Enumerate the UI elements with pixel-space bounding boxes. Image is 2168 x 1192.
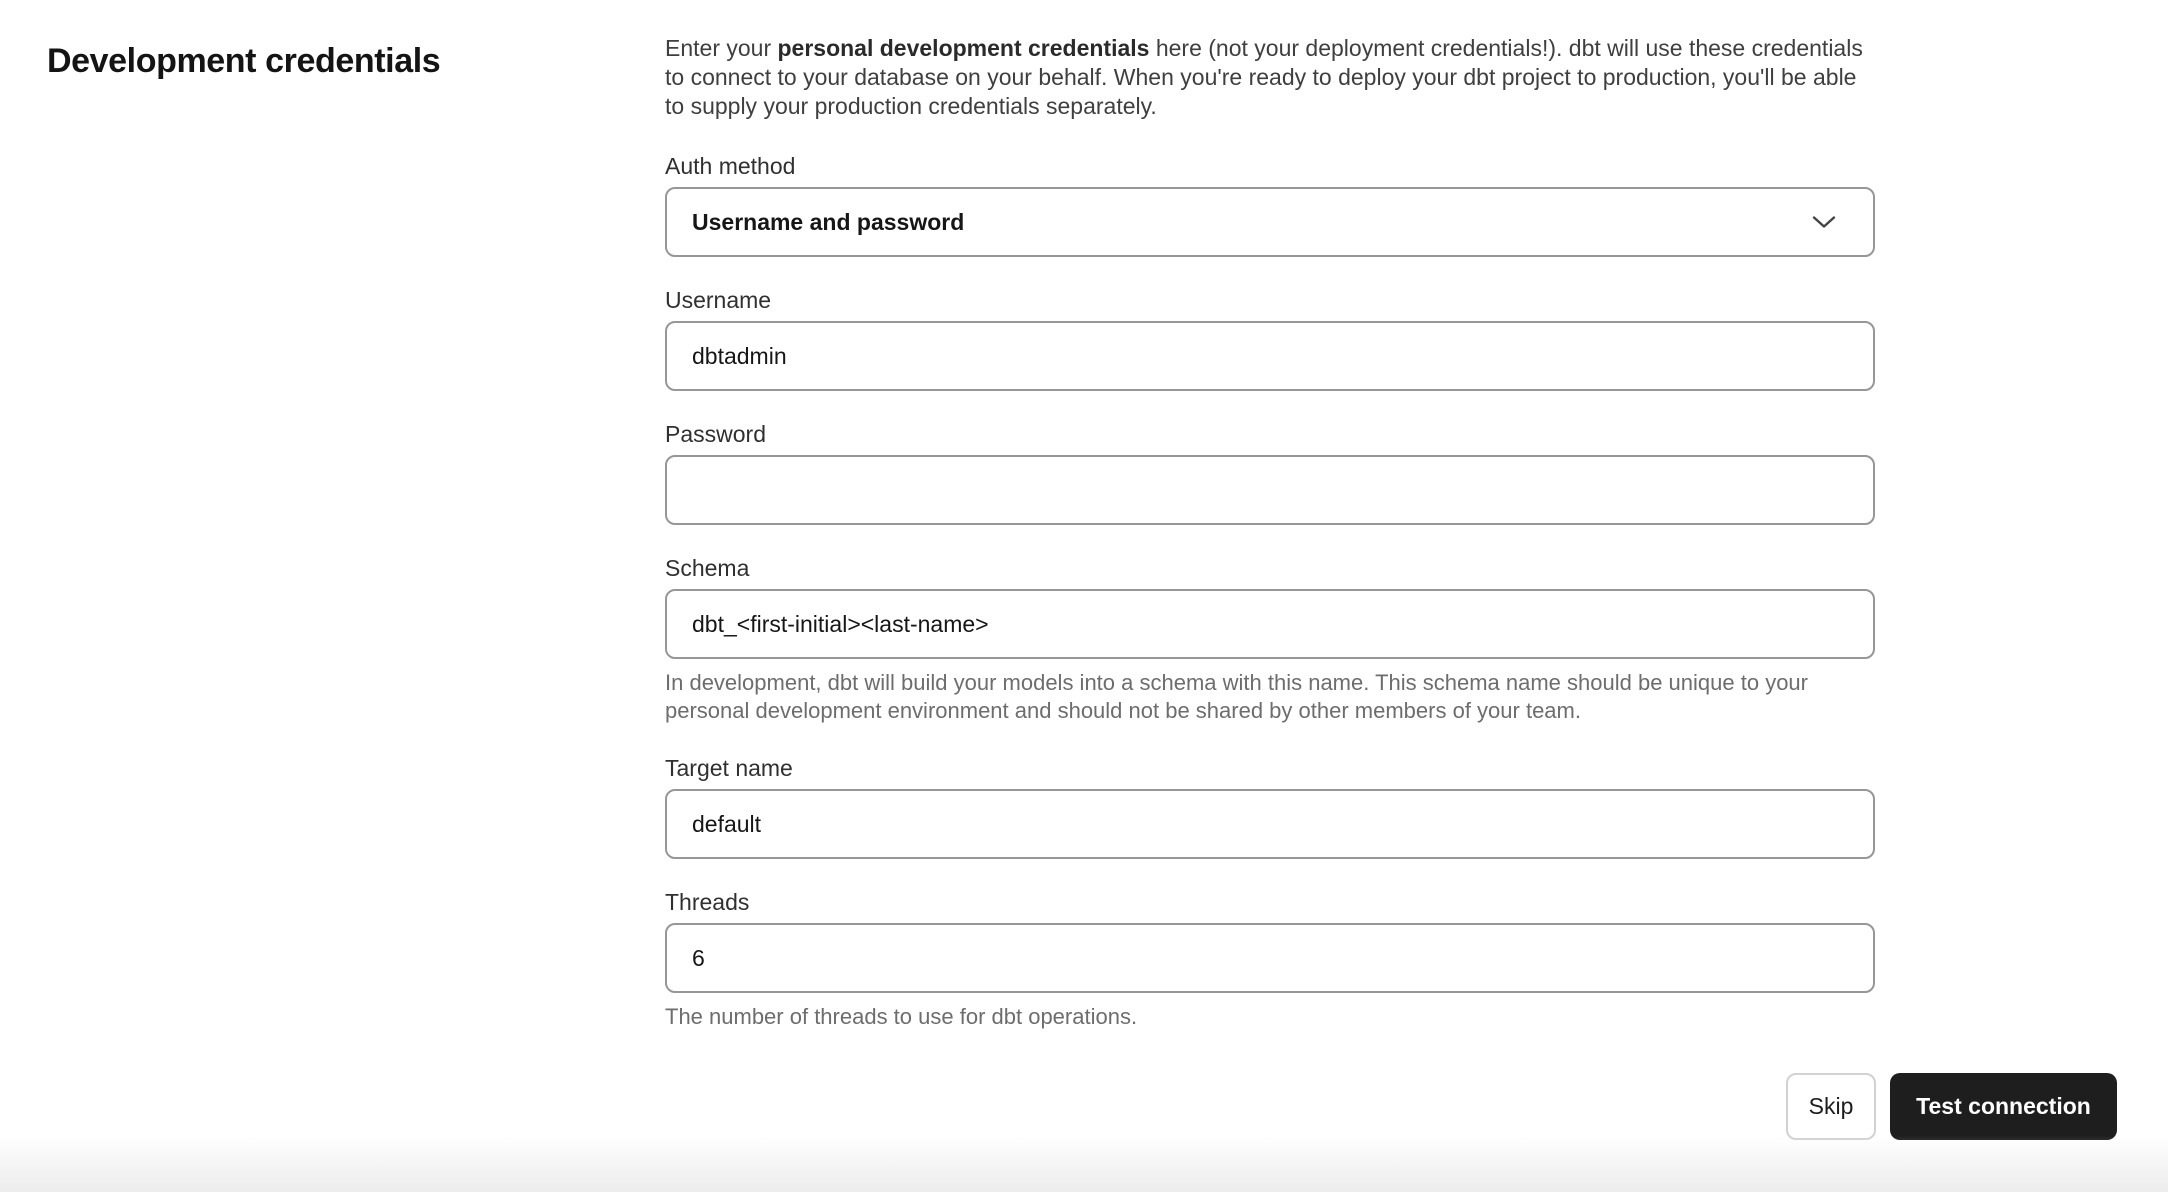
password-input[interactable] xyxy=(665,455,1875,525)
bottom-fade-divider xyxy=(0,1136,2168,1192)
auth-method-selected-value: Username and password xyxy=(692,208,965,235)
section-description xyxy=(665,34,1875,121)
username-input[interactable] xyxy=(665,321,1875,391)
page-title: Development credentials xyxy=(47,42,441,80)
description-bold: personal development credentials xyxy=(777,35,1150,61)
target-name-input[interactable] xyxy=(665,789,1875,859)
skip-button[interactable]: Skip xyxy=(1786,1073,1876,1140)
auth-method-select[interactable] xyxy=(665,187,1875,257)
schema-help-text: In development, dbt will build your models into a schema with this name. This schema name should be unique to your personal development environment and should not be shared by other members of your team. xyxy=(665,670,1808,723)
schema-label: Schema xyxy=(665,555,750,581)
footer-actions xyxy=(1786,1073,2117,1140)
schema-input[interactable] xyxy=(665,589,1875,659)
threads-label: Threads xyxy=(665,889,750,915)
description-suffix: here (not your deployment credentials!). dbt will use these credentials to connect to your database on your behalf. When you're ready to deploy your dbt project to production, you'll be able to supply your production credentials separately. xyxy=(665,35,1863,119)
threads-input[interactable] xyxy=(665,923,1875,993)
credentials-form xyxy=(665,30,1875,1031)
username-label: Username xyxy=(665,287,772,313)
target-name-label: Target name xyxy=(665,755,793,781)
description-prefix: Enter your xyxy=(665,35,778,61)
chevron-down-icon xyxy=(1812,215,1836,229)
auth-method-label: Auth method xyxy=(665,153,796,179)
password-label: Password xyxy=(665,421,766,447)
section-title-column xyxy=(47,30,665,1031)
test-connection-button[interactable]: Test connection xyxy=(1890,1073,2117,1140)
threads-help-text: The number of threads to use for dbt operations. xyxy=(665,1004,1138,1029)
